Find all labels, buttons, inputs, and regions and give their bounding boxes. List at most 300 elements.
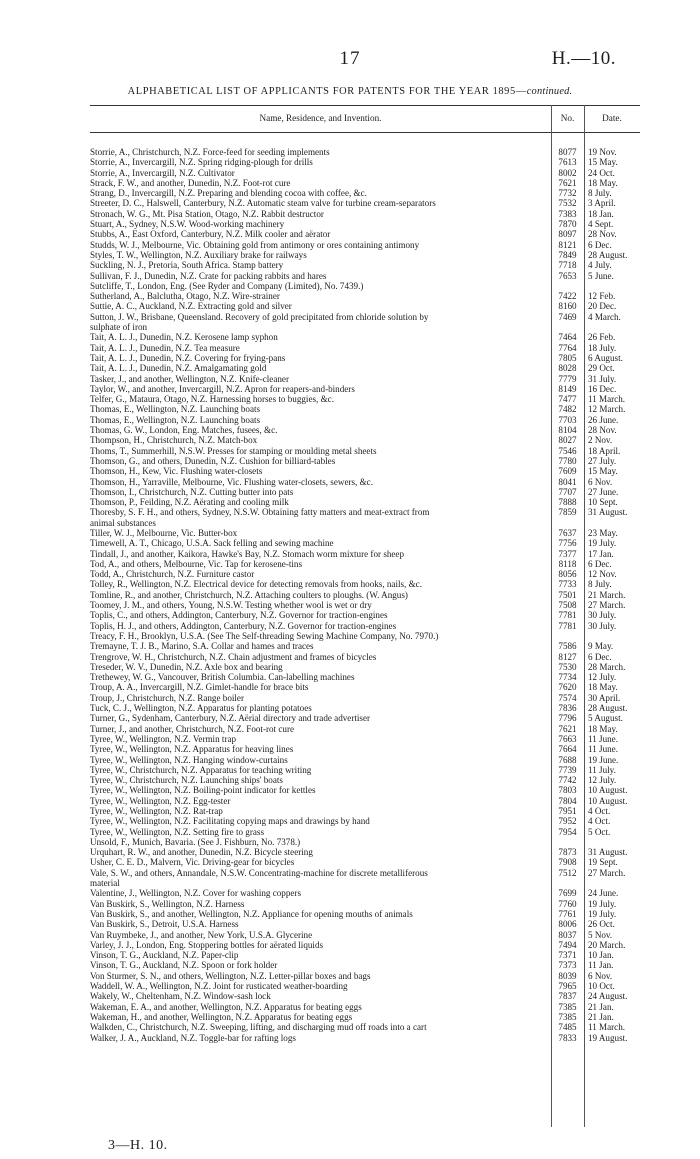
- patent-number: 8041: [558, 476, 577, 487]
- patent-date: 12 July.: [588, 672, 617, 683]
- entry-text: Storrie, A., Christchurch, N.Z. Force-feed for seeding implements: [90, 147, 330, 157]
- entry-text: Wakeman, H., and another, Wellington, N.Z. Apparatus for beating eggs: [90, 1011, 353, 1022]
- patent-number: 7760: [558, 898, 577, 909]
- table-row: [90, 353, 640, 363]
- patent-number: 7733: [558, 579, 577, 590]
- entry-text: Sullivan, F. J., Dunedin, N.Z. Crate for packing rabbits and hares: [90, 270, 327, 281]
- patent-number: 7888: [558, 497, 577, 508]
- table-row: [90, 178, 640, 188]
- entry-text: Varley, J. J., London, Eng. Stoppering bottles for aërated liquids: [90, 939, 324, 950]
- table-row: [90, 744, 640, 754]
- table-row: [90, 868, 640, 878]
- entry-text: Von Sturmer, S. N., and others, Wellington, N.Z. Letter-pillar boxes and bags: [90, 970, 371, 981]
- patent-date: 28 August.: [588, 249, 628, 260]
- patent-number: 7508: [558, 600, 577, 611]
- table-row: [90, 415, 640, 425]
- patent-date: 24 June.: [588, 888, 619, 899]
- entry-text: Strang, D., Invercargill, N.Z. Preparing and blending cocoa with coffee, &c.: [90, 188, 367, 199]
- patent-number: 8160: [558, 301, 577, 312]
- patent-number: 8039: [558, 970, 577, 981]
- entry-text: Vale, S. W., and others, Annandale, N.S.W. Concentrating-machine for discrete metalliferous: [90, 867, 428, 878]
- table-row: [90, 549, 640, 559]
- entry-text: Tolley, R., Wellington, N.Z. Electrical device for detecting removals from hooks, nails, &c.: [90, 579, 422, 590]
- patent-number: 7804: [558, 795, 577, 806]
- patent-date: 30 July.: [588, 610, 617, 621]
- patent-number: 8121: [558, 239, 577, 250]
- table-row: [90, 888, 640, 898]
- table-row: [90, 785, 640, 795]
- entry-text: Tait, A. L. J., Dunedin, N.Z. Tea measure: [90, 342, 240, 353]
- column-header-no: No.: [560, 113, 575, 123]
- patent-number: 7756: [558, 538, 577, 549]
- patent-date: 26 Oct.: [588, 919, 615, 930]
- entry-text: Strack, F. W., and another, Dunedin, N.Z. Foot-rot cure: [90, 177, 291, 188]
- table-row: [90, 343, 640, 353]
- table-row: [90, 477, 640, 487]
- table-row: [90, 147, 640, 157]
- entry-text: Tuck, C. J., Wellington, N.Z. Apparatus for planting potatoes: [90, 703, 312, 714]
- table-row: [90, 600, 640, 610]
- patent-number: 7609: [558, 466, 577, 477]
- patent-date: 26 Feb.: [588, 332, 616, 343]
- table-row: [90, 940, 640, 950]
- column-header-name: Name, Residence, and Invention.: [259, 113, 382, 123]
- table-row: [90, 332, 640, 342]
- entry-text: Waddell, W. A., Wellington, N.Z. Joint for rusticated weather-boarding: [90, 981, 348, 992]
- patent-number: 7664: [558, 744, 577, 755]
- patent-number: 7373: [558, 960, 577, 971]
- patent-date: 11 March.: [588, 1022, 626, 1033]
- table-row: [90, 960, 640, 970]
- patent-number: 7688: [558, 754, 577, 765]
- patent-number: 7954: [558, 826, 577, 837]
- patent-date: 16 Dec.: [588, 383, 617, 394]
- entry-text: Troup, J., Christchurch, N.Z. Range boiler: [90, 692, 244, 703]
- patent-date: 12 July.: [588, 775, 617, 786]
- patent-date: 28 March.: [588, 661, 626, 672]
- table-row: [90, 507, 640, 517]
- table-row: [90, 878, 640, 888]
- patent-date: 10 August.: [588, 785, 628, 796]
- entry-text: Storrie, A., Invercargill, N.Z. Cultivator: [90, 167, 235, 178]
- patent-date: 18 April.: [588, 445, 621, 456]
- table-row: [90, 713, 640, 723]
- table-row: [90, 919, 640, 929]
- entry-text: Turner, G., Sydenham, Canterbury, N.Z. Aërial directory and trade advertiser: [90, 713, 371, 724]
- patent-number: 7546: [558, 445, 577, 456]
- patent-date: 6 August.: [588, 352, 623, 363]
- table-row: [90, 610, 640, 620]
- table-row: [90, 569, 640, 579]
- page-number: 17: [339, 48, 361, 69]
- table-row: [90, 271, 640, 281]
- entry-text: Toplis, C., and others, Addington, Canterbury, N.Z. Governor for traction-engines: [90, 610, 388, 621]
- patent-number: 8118: [558, 558, 577, 569]
- patent-number: 7718: [558, 260, 577, 271]
- entry-text: Trengrove, W. H., Christchurch, N.Z. Chain adjustment and frames of bicycles: [90, 651, 377, 662]
- patent-date: 19 July.: [588, 908, 617, 919]
- entry-text: Van Buskirk, S., Detroit, U.S.A. Harness: [90, 919, 239, 930]
- entry-text: Sutton, J. W., Brisbane, Queensland. Recovery of gold precipitated from chloride solution by: [90, 311, 429, 322]
- table-row: [90, 301, 640, 311]
- patent-number: 7699: [558, 888, 577, 899]
- patent-number: 7477: [558, 394, 577, 405]
- table-row: [90, 816, 640, 826]
- table-row: [90, 981, 640, 991]
- patent-date: 19 Nov.: [588, 147, 617, 157]
- patent-date: 26 June.: [588, 414, 619, 425]
- table-row: [90, 641, 640, 651]
- patent-date: 9 May.: [588, 641, 614, 652]
- patent-number: 7663: [558, 733, 577, 744]
- table-row: [90, 559, 640, 569]
- patent-number: 8028: [558, 363, 577, 374]
- table-row: [90, 240, 640, 250]
- patent-number: 7873: [558, 847, 577, 858]
- patent-date: 19 August.: [588, 1032, 628, 1043]
- entry-text: Treseder, W. V., Dunedin, N.Z. Axle box and bearing: [90, 661, 283, 672]
- patent-number: 7849: [558, 249, 577, 260]
- patent-number: 7796: [558, 713, 577, 724]
- entry-text: Vinson, T. G., Auckland, N.Z. Spoon or fork holder: [90, 960, 278, 971]
- patent-number: 7469: [558, 311, 577, 322]
- patent-number: 7761: [558, 908, 577, 919]
- patent-date: 27 March.: [588, 600, 626, 611]
- patent-number: 7422: [558, 291, 577, 302]
- entry-text: Tindall, J., and another, Kaikora, Hawke's Bay, N.Z. Stomach worm mixture for sheep: [90, 548, 405, 559]
- table-row: [90, 662, 640, 672]
- table-header: [90, 105, 640, 133]
- table-row: [90, 528, 640, 538]
- table-row: [90, 291, 640, 301]
- patent-date: 4 Sept.: [588, 219, 614, 230]
- patent-number: 8077: [558, 147, 577, 157]
- patent-number: 8056: [558, 569, 577, 580]
- entry-text: Troup, A. A., Invercargill, N.Z. Gimlet-handle for brace bits: [90, 682, 309, 693]
- patent-date: 5 Nov.: [588, 929, 613, 940]
- patent-date: 11 June.: [588, 744, 618, 755]
- table-row: [90, 1022, 640, 1032]
- entry-text: Thomson, H., Kew, Vic. Flushing water-closets: [90, 466, 263, 477]
- entry-text: Tait, A. L. J., Dunedin, N.Z. Amalgamating gold: [90, 363, 267, 374]
- table-row: [90, 899, 640, 909]
- entry-text: Tyree, W., Wellington, N.Z. Boiling-point indicator for kettles: [90, 785, 316, 796]
- entry-text: Streeter, D. C., Halswell, Canterbury, N.Z. Automatic steam valve for turbine cream-separators: [90, 198, 436, 209]
- entry-text: Thomas, E., Wellington, N.Z. Launching boats: [90, 404, 261, 415]
- patent-number: 7532: [558, 198, 577, 209]
- patent-date: 6 Nov.: [588, 970, 613, 981]
- patent-number: 7732: [558, 188, 577, 199]
- patent-number: 8002: [558, 167, 577, 178]
- entry-text: Trethewey, W. G., Vancouver, British Columbia. Can-labelling machines: [90, 672, 355, 683]
- patent-date: 15 May.: [588, 157, 618, 168]
- table-row: [90, 374, 640, 384]
- table-row: [90, 724, 640, 734]
- table-row: [90, 229, 640, 239]
- patent-number: 7870: [558, 219, 577, 230]
- entry-text: Tomline, R., and another, Christchurch, N.Z. Attaching coulters to ploughs. (W. Angus): [90, 589, 408, 600]
- table-row: [90, 363, 640, 373]
- patent-date: 17 Jan.: [588, 548, 614, 559]
- entry-text: Tyree, W., Wellington, N.Z. Egg-tester: [90, 795, 231, 806]
- patent-number: 8006: [558, 919, 577, 930]
- table-row: [90, 590, 640, 600]
- table-row: [90, 806, 640, 816]
- entry-text: Tasker, J., and another, Wellington, N.Z. Knife-cleaner: [90, 373, 289, 384]
- entry-text: animal substances: [90, 517, 156, 528]
- patent-date: 19 June.: [588, 754, 619, 765]
- entry-text: Timewell, A. T., Chicago, U.S.A. Sack felling and sewing machine: [90, 538, 334, 549]
- table-row: [90, 693, 640, 703]
- patent-date: 12 Feb.: [588, 291, 616, 302]
- table-row: [90, 950, 640, 960]
- entry-text: Vinson, T. G., Auckland, N.Z. Paper-clip: [90, 950, 239, 961]
- entry-text: Studds, W. J., Melbourne, Vic. Obtaining gold from antimony or ores containing antimony: [90, 239, 420, 250]
- entry-text: Taylor, W., and another, Invercargill, N.Z. Apron for reapers-and-binders: [90, 383, 355, 394]
- entry-text: Usher, C. E. D., Malvern, Vic. Driving-gear for bicycles: [90, 857, 295, 868]
- title-main: ALPHABETICAL LIST OF APPLICANTS FOR PATENTS FOR THE YEAR 1895—: [127, 86, 527, 97]
- patent-number: 7781: [558, 620, 577, 631]
- entry-text: Treacy, F. H., Brooklyn, U.S.A. (See The Self-threading Sewing Machine Company, No. 7970.): [90, 630, 439, 641]
- patent-date: 21 March.: [588, 589, 626, 600]
- patent-number: 7637: [558, 527, 577, 538]
- entry-text: Tyree, W., Christchurch, N.Z. Apparatus for teaching writing: [90, 764, 312, 775]
- table-row: [90, 538, 640, 548]
- patent-date: 18 May.: [588, 682, 618, 693]
- table-row: [90, 312, 640, 322]
- entry-text: Tait, A. L. J., Dunedin, N.Z. Covering for frying-pans: [90, 352, 286, 363]
- patent-date: 19 July.: [588, 898, 617, 909]
- patent-number: 7859: [558, 507, 577, 518]
- entry-text: Tyree, W., Wellington, N.Z. Apparatus for heaving lines: [90, 744, 294, 755]
- patent-number: 7965: [558, 981, 577, 992]
- patent-date: 18 May.: [588, 177, 618, 188]
- patent-number: 7734: [558, 672, 577, 683]
- table-row: [90, 250, 640, 260]
- patent-date: 30 April.: [588, 692, 621, 703]
- title-continued: continued.: [526, 86, 573, 97]
- patent-date: 10 Oct.: [588, 981, 615, 992]
- patent-number: 7833: [558, 1032, 577, 1043]
- table-row: [90, 281, 640, 291]
- entry-text: Wakely, W., Cheltenham, N.Z. Window-sash lock: [90, 991, 271, 1002]
- patent-number: 7371: [558, 950, 577, 961]
- entry-text: Stuart, A., Sydney, N.S.W. Wood-working machinery: [90, 219, 285, 230]
- entry-text: Telfer, G., Mataura, Otago, N.Z. Harnessing horses to buggies, &c.: [90, 394, 334, 405]
- patent-date: 4 July.: [588, 260, 612, 271]
- table-row: [90, 404, 640, 414]
- patent-number: 8097: [558, 229, 577, 240]
- patent-number: 7805: [558, 352, 577, 363]
- patent-number: 7377: [558, 548, 577, 559]
- patent-date: 11 Jan.: [588, 960, 614, 971]
- table-row: [90, 209, 640, 219]
- entry-text: Tyree, W., Wellington, N.Z. Facilitating copying maps and drawings by hand: [90, 816, 370, 827]
- table-row: [90, 652, 640, 662]
- entry-text: Unsold, F., Munich, Bavaria. (See J. Fishburn, No. 7378.): [90, 836, 301, 847]
- patent-date: 28 August.: [588, 703, 628, 714]
- table-row: [90, 435, 640, 445]
- entry-text: Van Ruymbeke, J., and another, New York, U.S.A. Glycerine: [90, 929, 313, 940]
- patent-number: 7620: [558, 682, 577, 693]
- entry-text: Thomas, E., Wellington, N.Z. Launching boats: [90, 414, 261, 425]
- entry-text: Storrie, A., Invercargill, N.Z. Spring ridging-plough for drills: [90, 157, 313, 168]
- entry-text: Walker, J. A., Auckland, N.Z. Toggle-bar for rafting logs: [90, 1032, 296, 1043]
- patent-date: 4 Oct.: [588, 806, 611, 816]
- patent-date: 10 Jan.: [588, 950, 614, 961]
- patent-number: 7764: [558, 342, 577, 353]
- table-row: [90, 734, 640, 744]
- patent-number: 7803: [558, 785, 577, 796]
- entry-text: Tremayne, T. J. B., Marino, S.A. Collar and hames and traces: [90, 641, 314, 652]
- patent-number: 7703: [558, 414, 577, 425]
- patent-date: 23 May.: [588, 527, 618, 538]
- patent-number: 8127: [558, 651, 577, 662]
- patent-date: 27 March.: [588, 867, 626, 878]
- patent-number: 7621: [558, 723, 577, 734]
- entry-text: Stronach, W. G., Mt. Pisa Station, Otago, N.Z. Rabbit destructor: [90, 208, 324, 219]
- patent-number: 7781: [558, 610, 577, 621]
- entry-text: Thoresby, S. F. H., and others, Sydney, N.S.W. Obtaining fatty matters and meat-extract from: [90, 507, 430, 518]
- table-row: [90, 775, 640, 785]
- patent-date: 21 Jan.: [588, 1011, 614, 1022]
- patent-date: 18 May.: [588, 723, 618, 734]
- entry-text: Tyree, W., Wellington, N.Z. Setting fire to grass: [90, 826, 264, 837]
- table-row: [90, 837, 640, 847]
- table-row: [90, 456, 640, 466]
- table-row: [90, 755, 640, 765]
- entry-text: Tyree, W., Christchurch, N.Z. Launching ships' boats: [90, 775, 283, 786]
- patent-date: 21 Jan.: [588, 1001, 614, 1012]
- entry-text: Tod, A., and others, Melbourne, Vic. Tap for kerosene-tins: [90, 558, 303, 569]
- table-row: [90, 198, 640, 208]
- table-row: [90, 168, 640, 178]
- table-row: [90, 219, 640, 229]
- table-row: [90, 425, 640, 435]
- entry-text: Styles, T. W., Wellington, N.Z. Auxiliary brake for railways: [90, 249, 307, 260]
- table-row: [90, 847, 640, 857]
- patent-number: 8149: [558, 383, 577, 394]
- patent-date: 12 Nov.: [588, 569, 617, 580]
- document-reference: H.—10.: [551, 48, 616, 69]
- entry-text: Tyree, W., Wellington, N.Z. Vermin trap: [90, 733, 237, 744]
- patent-number: 7908: [558, 857, 577, 868]
- patent-date: 18 Jan.: [588, 208, 614, 219]
- patent-date: 20 Dec.: [588, 301, 617, 312]
- entry-text: Toplis, H. J., and others, Addington, Canterbury, N.Z. Governor for traction-engines: [90, 620, 397, 631]
- entry-text: Tyree, W., Wellington, N.Z. Hanging window-curtains: [90, 754, 288, 765]
- entry-text: Van Buskirk, S., and another, Wellington, N.Z. Appliance for opening mouths of animals: [90, 908, 413, 919]
- table-row: [90, 518, 640, 528]
- patent-number: 7613: [558, 157, 577, 168]
- patent-date: 19 Sept.: [588, 857, 618, 868]
- patent-date: 5 Oct.: [588, 826, 611, 837]
- entry-text: Thomson, I., Christchurch, N.Z. Cutting butter into pats: [90, 486, 294, 497]
- entry-text: Urquhart, R. W., and another, Dunedin, N.Z. Bicycle steering: [90, 847, 313, 858]
- patent-date: 18 July.: [588, 342, 617, 353]
- column-header-date: Date.: [602, 113, 622, 123]
- table-row: [90, 497, 640, 507]
- patent-number: 7653: [558, 270, 577, 281]
- table-row: [90, 765, 640, 775]
- table-row: [90, 487, 640, 497]
- applicants-table: [90, 147, 640, 1043]
- patent-date: 28 Nov.: [588, 229, 617, 240]
- patent-date: 11 June.: [588, 733, 618, 744]
- patent-number: 7586: [558, 641, 577, 652]
- table-row: [90, 1012, 640, 1022]
- entry-text: Turner, J., and another, Christchurch, N.Z. Foot-rot cure: [90, 723, 295, 734]
- patent-date: 6 Dec.: [588, 651, 612, 662]
- patent-date: 28 Nov.: [588, 425, 617, 436]
- entry-text: Valentine, J., Wellington, N.Z. Cover for washing coppers: [90, 888, 301, 899]
- entry-text: Stubbs, A., East Oxford, Canterbury, N.Z. Milk cooler and aërator: [90, 229, 331, 240]
- patent-date: 12 March.: [588, 404, 626, 415]
- patent-date: 27 July.: [588, 455, 617, 466]
- patent-number: 7707: [558, 486, 577, 497]
- patent-date: 24 August.: [588, 991, 628, 1002]
- patent-number: 7739: [558, 764, 577, 775]
- table-row: [90, 827, 640, 837]
- patent-number: 7779: [558, 373, 577, 384]
- table-row: [90, 971, 640, 981]
- patent-number: 7742: [558, 775, 577, 786]
- patent-number: 8037: [558, 929, 577, 940]
- patent-date: 27 June.: [588, 486, 619, 497]
- patent-number: 7494: [558, 939, 577, 950]
- entry-text: Thompson, H., Christchurch, N.Z. Match-box: [90, 435, 258, 446]
- patent-date: 4 Oct.: [588, 816, 611, 827]
- patent-number: 7621: [558, 177, 577, 188]
- patent-date: 6 Dec.: [588, 558, 612, 569]
- patent-number: 7485: [558, 1022, 577, 1033]
- patent-number: 7385: [558, 1001, 577, 1012]
- patent-number: 7383: [558, 208, 577, 219]
- patent-date: 4 March.: [588, 311, 621, 322]
- entry-text: Tait, A. L. J., Dunedin, N.Z. Kerosene lamp syphon: [90, 332, 278, 343]
- page-title: [0, 86, 700, 97]
- table-row: [90, 446, 640, 456]
- table-row: [90, 682, 640, 692]
- table-row: [90, 466, 640, 476]
- table-row: [90, 384, 640, 394]
- table-row: [90, 322, 640, 332]
- patent-date: 20 March.: [588, 939, 626, 950]
- table-row: [90, 260, 640, 270]
- patent-date: 8 July.: [588, 188, 612, 199]
- table-row: [90, 930, 640, 940]
- patent-number: 8027: [558, 435, 577, 446]
- entry-text: Thomas, G. W., London, Eng. Matches, fusees, &c.: [90, 425, 278, 436]
- table-row: [90, 621, 640, 631]
- page-header: [0, 48, 700, 72]
- patent-date: 3 April.: [588, 198, 616, 209]
- patent-date: 31 August.: [588, 847, 628, 858]
- entry-text: Tiller, W. J., Melbourne, Vic. Butter-box: [90, 527, 238, 538]
- entry-text: Suttie, A. C., Auckland, N.Z. Extracting gold and silver: [90, 301, 292, 312]
- patent-number: 7574: [558, 692, 577, 703]
- patent-number: 7482: [558, 404, 577, 415]
- table-row: [90, 672, 640, 682]
- entry-text: Walkden, C., Christchurch, N.Z. Sweeping, lifting, and discharging mud off roads into a cart: [90, 1022, 427, 1033]
- entry-text: Thomson, G., and others, Dunedin, N.Z. Cushion for billiard-tables: [90, 455, 336, 466]
- patent-date: 29 Oct.: [588, 363, 615, 374]
- patent-date: 5 August.: [588, 713, 623, 724]
- patent-date: 6 Dec.: [588, 239, 612, 250]
- patent-number: 7512: [558, 867, 577, 878]
- entry-text: material: [90, 878, 120, 889]
- entry-text: Sutcliffe, T., London, Eng. (See Ryder and Company (Limited), No. 7439.): [90, 280, 364, 291]
